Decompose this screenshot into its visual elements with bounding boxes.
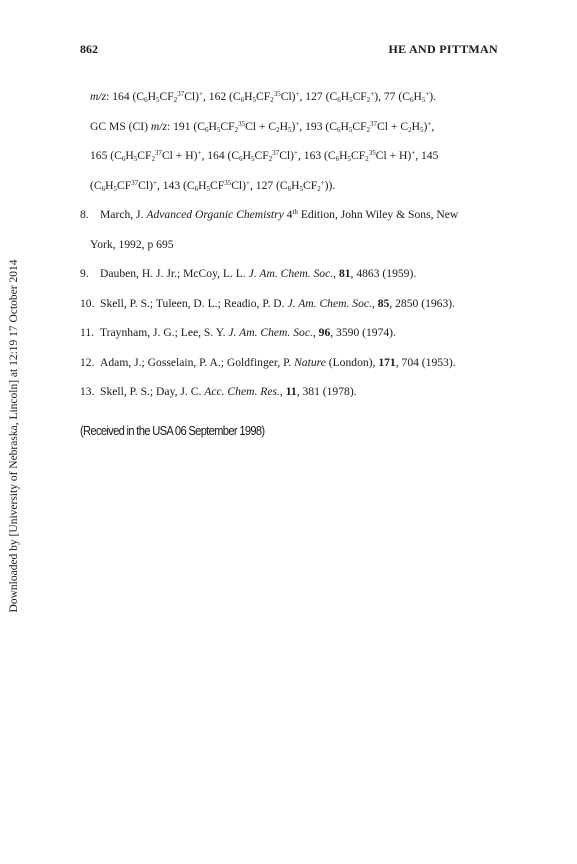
running-head: HE AND PITTMAN — [388, 42, 498, 56]
reference-9 — [80, 259, 500, 289]
reference-text: Skell, P. S.; Tuleen, D. L.; Readio, P. D. J. Am. Chem. Soc., 85, 2850 (1963). — [100, 296, 456, 310]
reference-12 — [80, 348, 500, 378]
reference-text: Adam, J.; Gosselain, P. A.; Goldfinger, P. Nature (London), 171, 704 (1953). — [100, 355, 456, 369]
page-number: 862 — [80, 42, 98, 56]
download-watermark — [8, 236, 20, 636]
reference-10 — [80, 289, 500, 319]
mass-spec-line-2: GC MS (CI) m/z: 191 $(C_6H_5CF_2^{35}Cl + C_2H_5)^+$, 193 $(C_6H_5CF_2^{37}Cl + C_2H_5)^+$, — [90, 119, 435, 134]
mass-spec-line-3: 165 $(C_6H_5CF_2^{37}Cl + H)^+$, 164 $(C_6H_5CF_2^{37}Cl)^+$, 163 $(C_6H_5CF_2^{35}Cl + H)^+$, 145 — [90, 149, 439, 163]
reference-text: Skell, P. S.; Day, J. C. Acc. Chem. Res., 11, 381 (1978). — [100, 385, 357, 398]
reference-8 — [80, 200, 500, 230]
mass-spec-line-4: $(C_6H_5CF^{37}Cl)^+$, 143 $(C_6H_5CF^{35}Cl)^+$, 127 $(C_6H_5CF_2^+)$). — [90, 178, 336, 193]
reference-text: Traynham, J. G.; Lee, S. Y. J. Am. Chem. Soc., 96, 3590 (1974). — [100, 326, 396, 339]
article-body — [80, 82, 500, 407]
reference-text: March, J. Advanced Organic Chemistry 4th Edition, John Wiley & Sons, New — [100, 208, 459, 221]
reference-8-continuation: York, 1992, p 695 — [90, 237, 174, 251]
mass-spec-line-1: m/z: 164 $(C_6H_5CF_2^{37}Cl)^+$, 162 $(C_6H_5CF_2^{35}Cl)^+$, 127 $(C_6H_5CF_2^+)$, 77 $(C_6H_5^+)$. — [90, 90, 437, 104]
reference-number: 11. — [80, 326, 95, 339]
watermark-text: Downloaded by [University of Nebraska, Lincoln] at 12:19 17 October 2014 — [8, 259, 20, 613]
reference-number: 13. — [80, 385, 95, 398]
reference-number: 10. — [80, 296, 95, 310]
reference-number: 12. — [80, 355, 95, 369]
received-date-note: (Received in the USA 06 September 1998) — [80, 423, 265, 438]
reference-number: 8. — [80, 208, 89, 221]
reference-text: Dauben, H. J. Jr.; McCoy, L. L. J. Am. Chem. Soc., 81, 4863 (1959). — [100, 267, 417, 280]
reference-number: 9. — [80, 267, 89, 280]
reference-13 — [80, 377, 500, 407]
reference-11 — [80, 318, 500, 348]
